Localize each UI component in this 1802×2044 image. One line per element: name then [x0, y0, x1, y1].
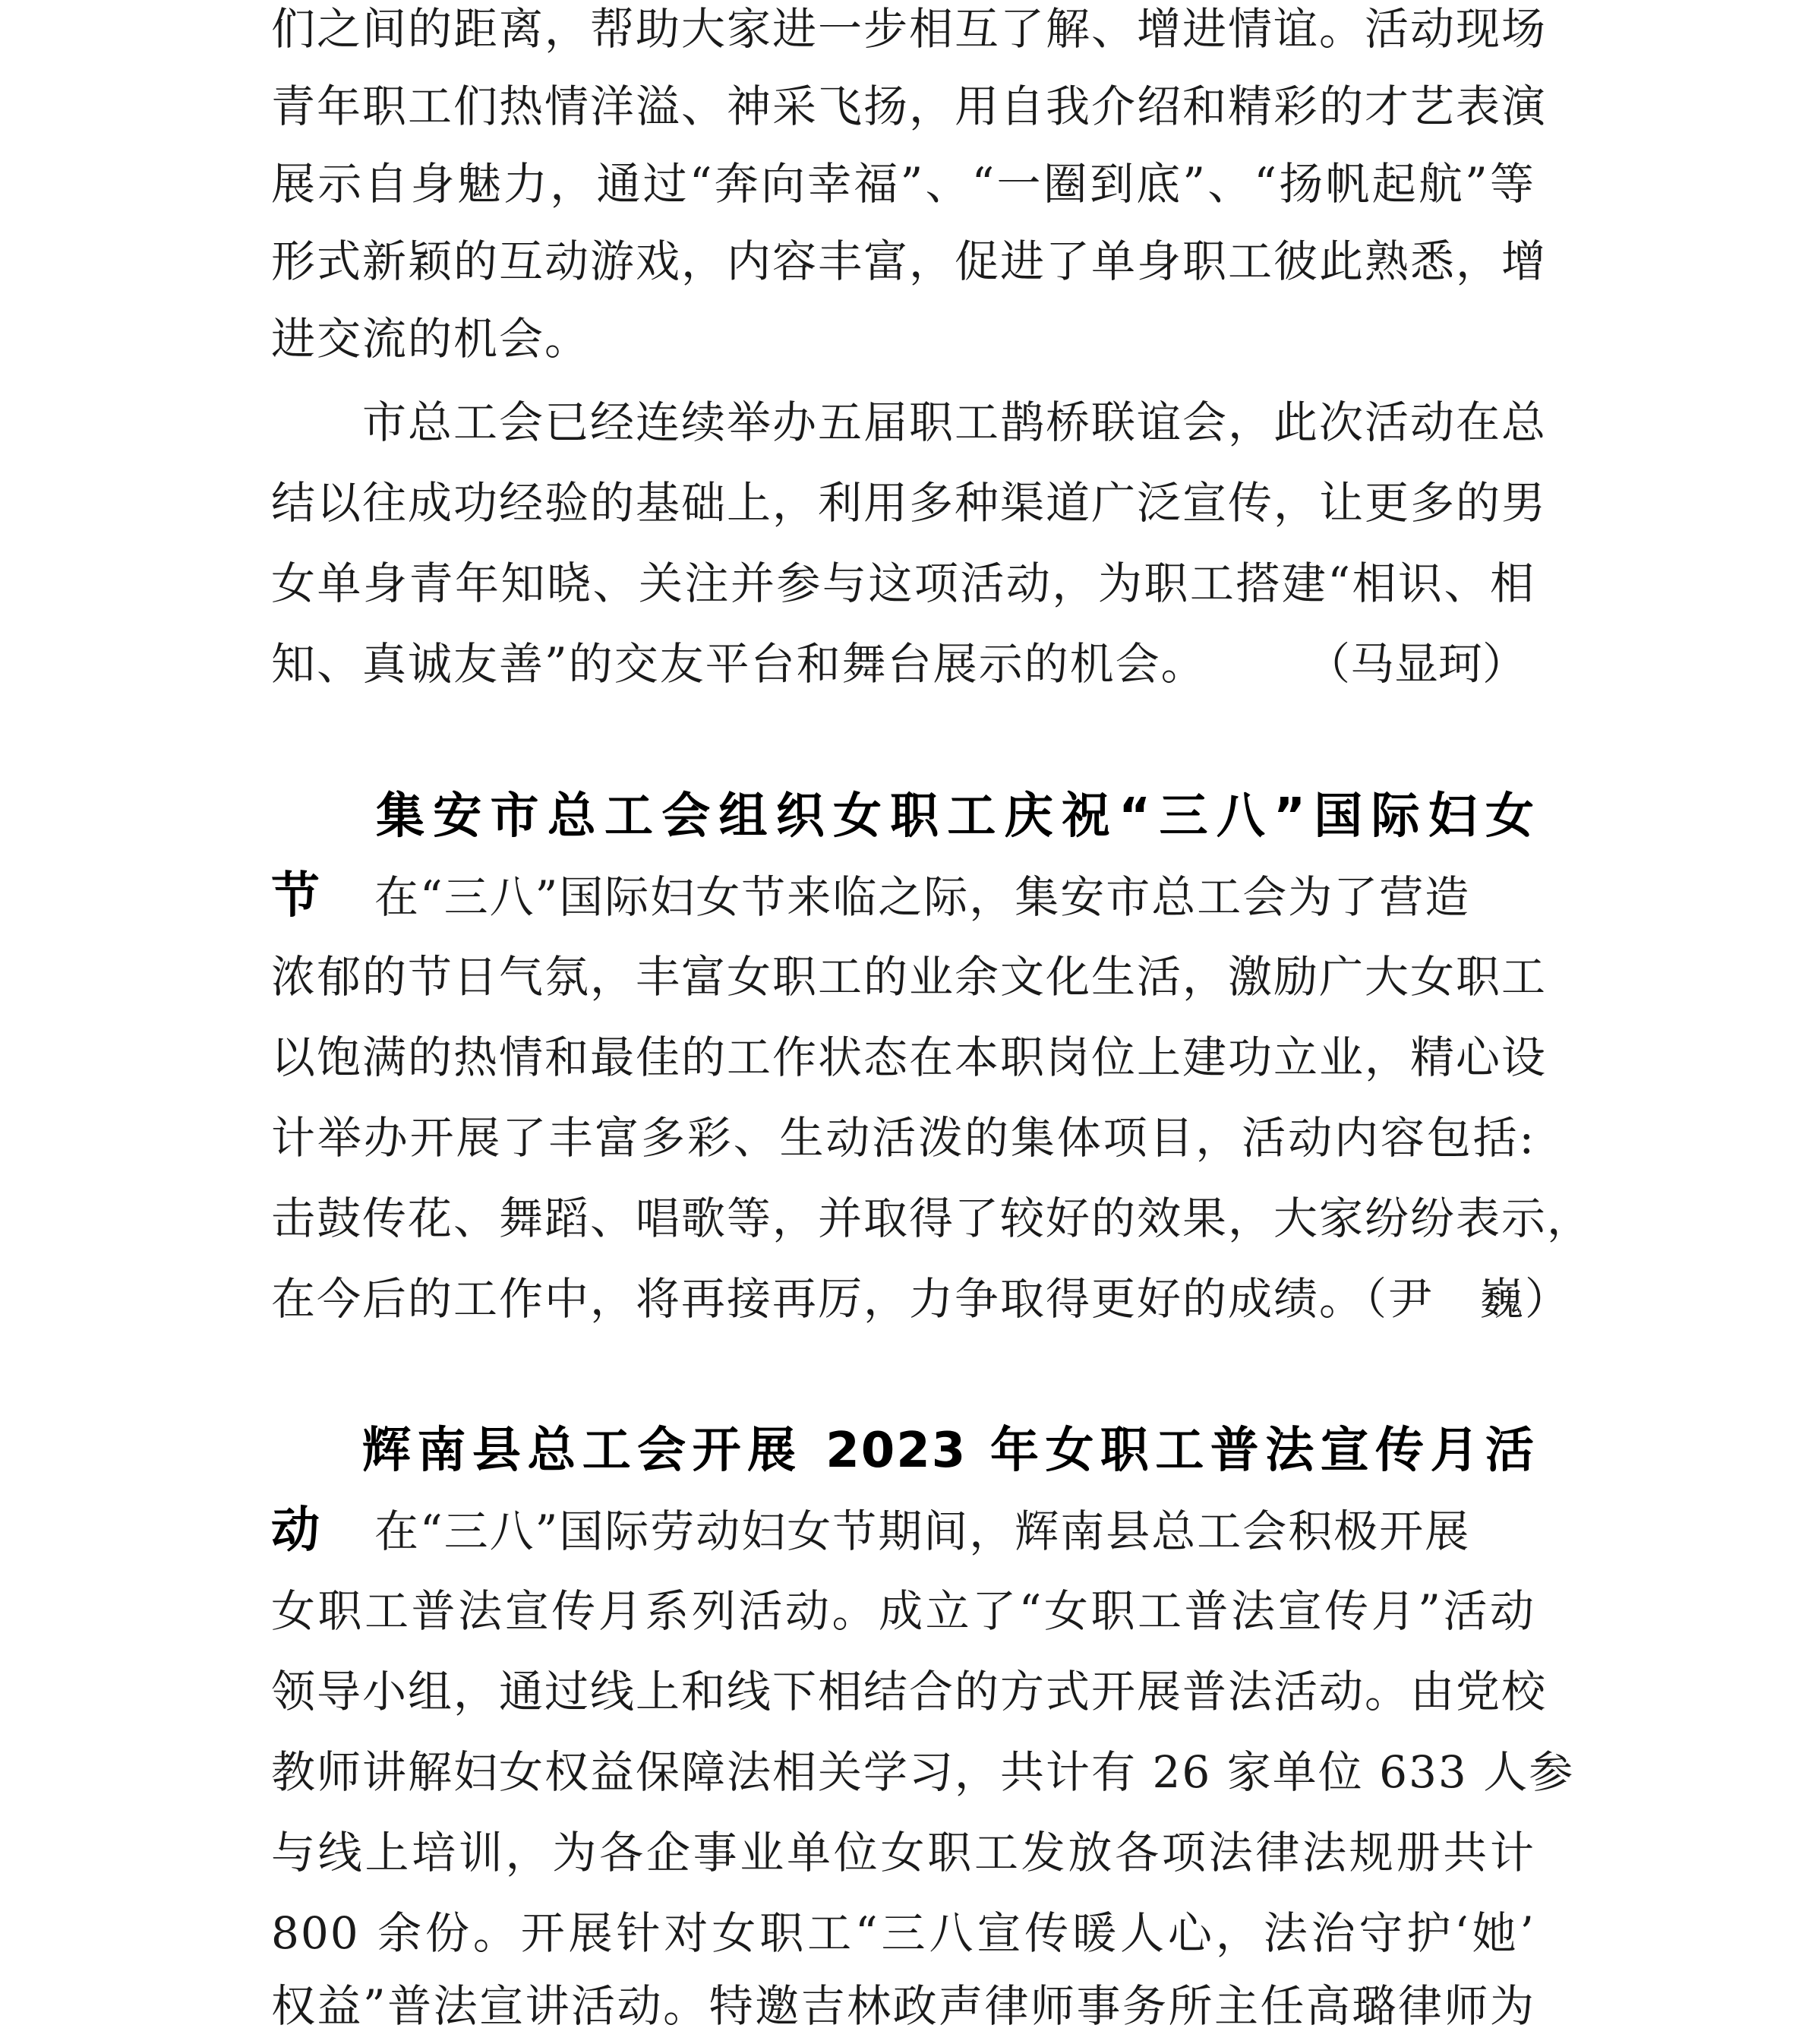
article3-title-continued-line	[271, 1493, 1535, 1569]
article1-line-2: 青年职工们热情洋溢、神采飞扬，用自我介绍和精彩的才艺表演	[271, 81, 1548, 132]
article2-first-line: 在“三八”国际妇女节来临之际，集安市总工会为了营造	[374, 871, 1471, 923]
article3-line-7: 权益”普法宣讲活动。特邀吉林政声律师事务所主任高璐律师为	[271, 1980, 1535, 2032]
article2-line-5: 击鼓传花、舞蹈、唱歌等，并取得了较好的效果，大家纷纷表示，	[271, 1193, 1593, 1244]
article2-title-end: 节	[271, 868, 321, 924]
article3-line-6: 800 余份。开展针对女职工“三八宣传暖人心，法治守护‘她’	[271, 1907, 1535, 1959]
article1-line-4: 形式新颖的互动游戏，内容丰富，促进了单身职工彼此熟悉，增	[271, 235, 1548, 287]
article3-first-line: 在“三八”国际劳动妇女节期间，辉南县总工会积极开展	[374, 1505, 1471, 1557]
article1-line-1: 们之间的距离，帮助大家进一步相互了解、增进情谊。活动现场	[271, 3, 1548, 55]
article1-line-5: 进交流的机会。	[271, 313, 591, 365]
article2-line-3: 以饱满的热情和最佳的工作状态在本职岗位上建功立业，精心设	[271, 1031, 1548, 1083]
article1-line-3: 展示自身魅力，通过“奔向幸福”、“一圈到底”、“扬帆起航”等	[271, 158, 1535, 210]
article2-line-2: 浓郁的节日气氛，丰富女职工的业余文化生活，激励广大女职工	[271, 951, 1548, 1003]
article3-line-3: 领导小组，通过线上和线下相结合的方式开展普法活动。由党校	[271, 1666, 1548, 1717]
article3-title: 辉南县总工会开展 2023 年女职工普法宣传月活	[362, 1423, 1535, 1479]
article1-para2-line-1: 市总工会已经连续举办五届职工鹊桥联谊会，此次活动在总	[362, 396, 1548, 448]
article2-line-4: 计举办开展了丰富多彩、生动活泼的集体项目，活动内容包括:	[271, 1112, 1535, 1164]
article2-title-continued-line	[271, 858, 1535, 934]
article1-author: （马显珂）	[1306, 638, 1527, 690]
article1-para2-line-2: 结以往成功经验的基础上，利用多种渠道广泛宣传，让更多的男	[271, 477, 1548, 529]
article2-line-6: 在今后的工作中，将再接再厉，力争取得更好的成绩。（尹 巍）	[271, 1273, 1571, 1325]
article3-line-4: 教师讲解妇女权益保障法相关学习，共计有 26 家单位 633 人参	[271, 1746, 1575, 1798]
article1-para2-line-4: 知、真诚友善”的交友平台和舞台展示的机会。	[271, 638, 1207, 690]
article3-line-2: 女职工普法宣传月系列活动。成立了“女职工普法宣传月”活动	[271, 1585, 1535, 1637]
article1-para2-line-3: 女单身青年知晓、关注并参与这项活动，为职工搭建“相识、相	[271, 558, 1535, 609]
article3-line-5: 与线上培训，为各企事业单位女职工发放各项法律法规册共计	[271, 1827, 1535, 1878]
article3-title-end: 动	[271, 1502, 321, 1559]
article2-title: 集安市总工会组织女职工庆祝“三八”国际妇女	[376, 788, 1535, 845]
